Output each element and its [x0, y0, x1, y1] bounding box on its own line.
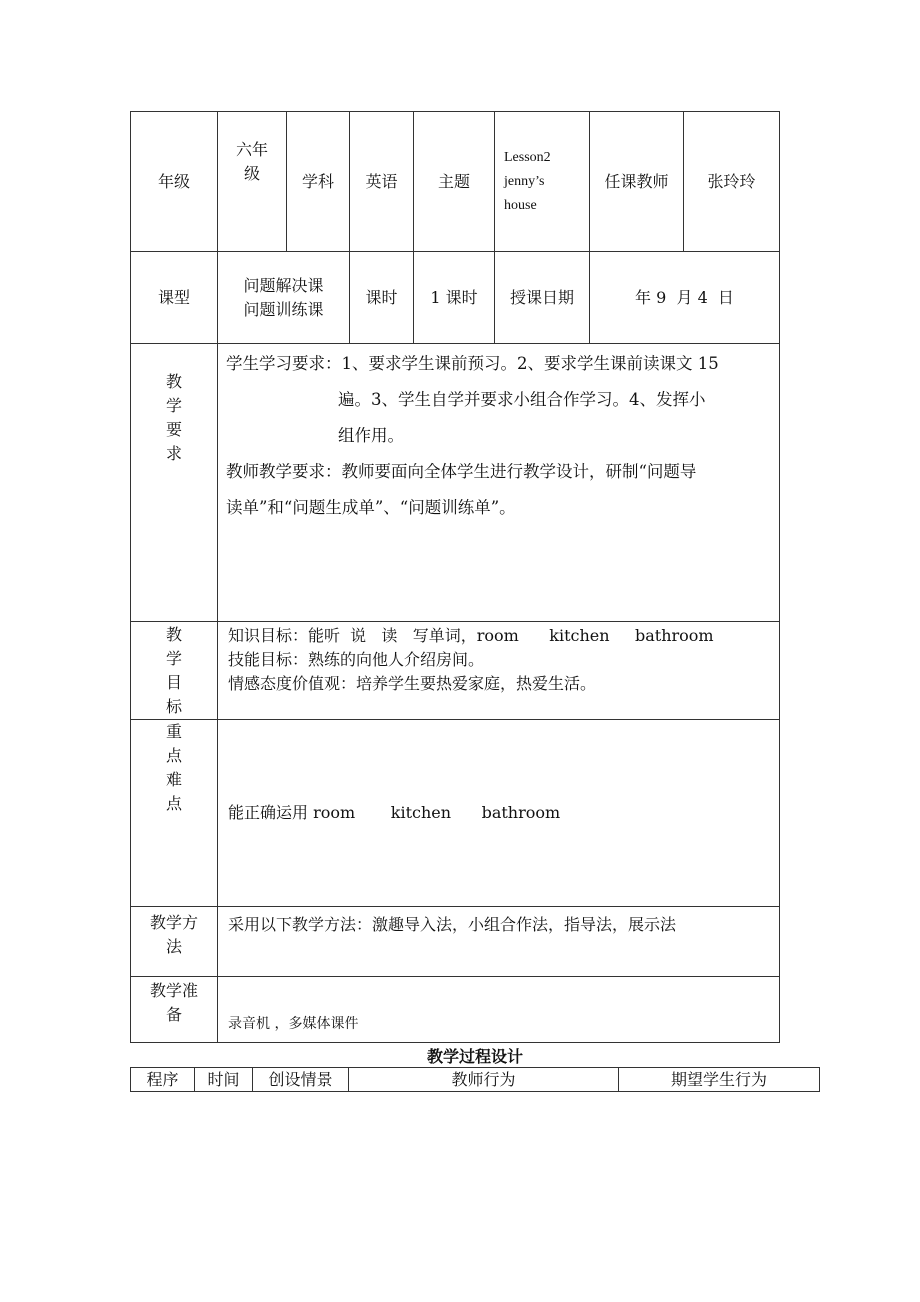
teacher-requirement: 读单”和“问题生成单”、“问题训练单”。 [226, 498, 516, 517]
header-cell: 教师行为 [348, 1067, 619, 1092]
requirements-content [217, 343, 780, 622]
label-line: 教学准 [149, 981, 198, 1000]
keypoints-content: 能正确运用 room kitchen bathroom [217, 719, 780, 907]
type-line: 问题训练课 [243, 299, 324, 319]
student-requirement: 学生学习要求：1、要求学生课前预习。2、要求学生课前读课文 15 [226, 354, 719, 373]
label-char: 学 [165, 648, 182, 668]
date-value: 年 9 月 4 日 [589, 251, 780, 344]
student-requirement-cont: 遍。3、学生自学并要求小组合作学习。4、发挥小 [338, 390, 706, 409]
grade-label: 年级 [130, 111, 218, 252]
label-char: 求 [165, 444, 182, 463]
process-title: 教学过程设计 [426, 1047, 523, 1066]
label-line: 教学方 [149, 913, 198, 932]
topic-value [494, 111, 590, 252]
label-char: 难 [165, 770, 182, 789]
header-cell: 创设情景 [252, 1067, 349, 1092]
label-char: 要 [165, 420, 182, 439]
topic-label: 主题 [413, 111, 495, 252]
label-char: 教 [165, 624, 182, 644]
topic-line: jenny’s [504, 173, 545, 189]
requirements-label [130, 343, 218, 622]
label-char: 点 [165, 746, 182, 765]
prep-label [130, 976, 218, 1043]
goals-content [217, 621, 780, 720]
student-requirement-cont: 组作用。 [338, 426, 404, 445]
label-char: 学 [165, 396, 182, 415]
topic-line: house [504, 197, 537, 213]
label-char: 目 [165, 672, 182, 692]
type-label: 课型 [130, 251, 218, 344]
grade-value [217, 111, 287, 252]
goal-line: 技能目标：熟练的向他人介绍房间。 [228, 650, 485, 669]
date-label: 授课日期 [494, 251, 590, 344]
label-line: 法 [165, 937, 182, 956]
methods-label [130, 906, 218, 977]
teacher-requirement: 教师教学要求：教师要面向全体学生进行教学设计，研制“问题导 [226, 462, 697, 481]
header-cell: 时间 [194, 1067, 253, 1092]
teacher-label: 任课教师 [589, 111, 684, 252]
header-cell: 程序 [130, 1067, 195, 1092]
grade-text: 六年级 [235, 139, 268, 183]
hours-label: 课时 [349, 251, 414, 344]
label-char: 标 [165, 696, 182, 716]
keypoints-label [130, 719, 218, 907]
goal-line: 情感态度价值观：培养学生要热爱家庭，热爱生活。 [228, 674, 597, 693]
label-char: 重 [165, 722, 182, 741]
subject-label: 学科 [286, 111, 350, 252]
prep-content: 录音机 ，多媒体课件 [217, 976, 780, 1043]
type-value [217, 251, 350, 344]
topic-line: Lesson2 [504, 149, 551, 165]
type-line: 问题解决课 [243, 275, 324, 295]
label-line: 备 [165, 1005, 182, 1024]
methods-content: 采用以下教学方法：激趣导入法，小组合作法，指导法，展示法 [217, 906, 780, 977]
label-char: 点 [165, 794, 182, 813]
header-cell: 期望学生行为 [618, 1067, 820, 1092]
hours-value: 1 课时 [413, 251, 495, 344]
label-char: 教 [165, 372, 182, 391]
goal-line: 知识目标：能听 说 读 写单词，room kitchen bathroom [228, 626, 714, 645]
subject-value: 英语 [349, 111, 414, 252]
teacher-name: 张玲玲 [683, 111, 780, 252]
goals-label [130, 621, 218, 720]
